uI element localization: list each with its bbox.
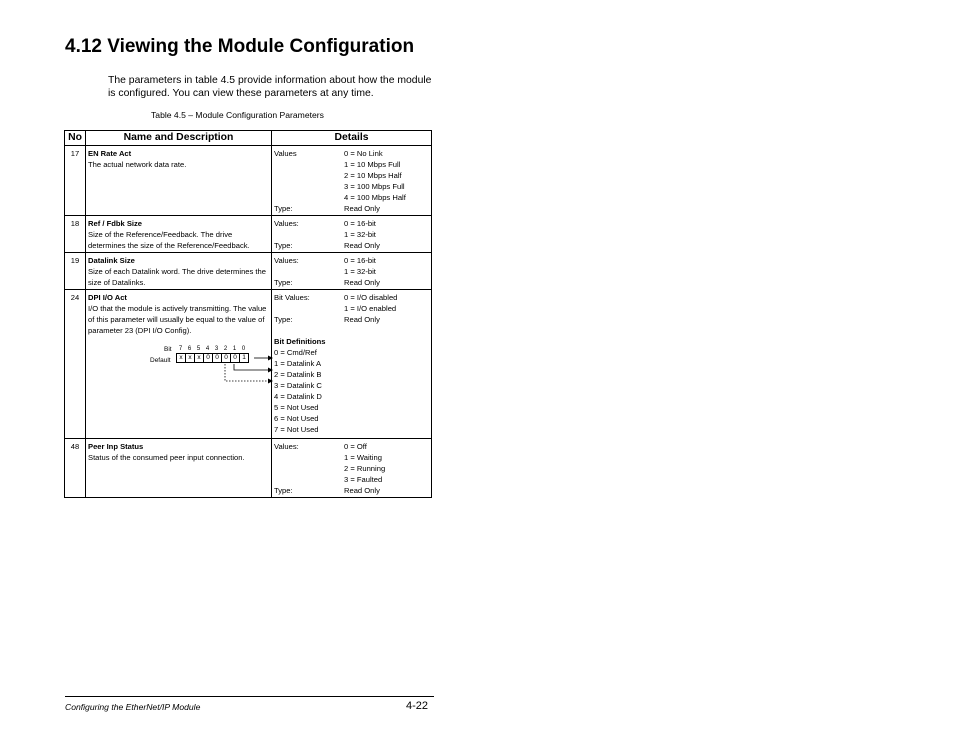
bit-number: 6: [187, 346, 192, 352]
bit-number: 0: [241, 346, 246, 352]
detail-value: 1 = Waiting: [344, 453, 382, 462]
detail-label: [274, 463, 344, 474]
detail-value: 1 = 32-bit: [344, 267, 376, 276]
bit-number: 1: [232, 346, 237, 352]
page-title: 4.12 Viewing the Module Configuration: [65, 36, 415, 57]
param-number: 48: [65, 439, 86, 498]
detail-label: Values:: [274, 219, 299, 228]
header-details: Details: [272, 131, 432, 146]
bit-number: 5: [196, 346, 201, 352]
param-details: [272, 439, 432, 498]
detail-value: 1 = 10 Mbps Full: [344, 160, 401, 169]
param-number: 19: [65, 253, 86, 290]
table-row: [65, 290, 432, 439]
intro-paragraph: The parameters in table 4.5 provide information about how the module is configured. You can view these parameters at any time.: [108, 75, 432, 99]
param-description: Size of the Reference/Feedback. The drive determines the size of the Reference/Feedback.: [88, 230, 250, 250]
param-name-cell: [86, 146, 272, 216]
detail-value: 4 = 100 Mbps Half: [344, 193, 406, 202]
detail-value: Read Only: [344, 241, 380, 250]
param-details: [272, 146, 432, 216]
param-description: The actual network data rate.: [88, 160, 187, 169]
bit-default-box: 1: [239, 353, 249, 363]
param-details: [272, 216, 432, 253]
detail-value: 0 = Off: [344, 442, 367, 451]
bit-default-box: 0: [221, 353, 231, 363]
param-name: DPI I/O Act: [88, 293, 127, 302]
detail-value: 2 = 10 Mbps Half: [344, 171, 402, 180]
detail-label: [274, 303, 344, 314]
param-name-cell: [86, 290, 272, 439]
table-header-row: [65, 131, 432, 146]
detail-value: 1 = I/O enabled: [344, 304, 397, 313]
detail-label: Type:: [274, 486, 293, 495]
bit-default-box: 0: [203, 353, 213, 363]
bit-definition: 4 = Datalink D: [274, 392, 322, 401]
bit-default-box: 0: [230, 353, 240, 363]
detail-value: 0 = I/O disabled: [344, 293, 398, 302]
param-description: Size of each Datalink word. The drive determines the size of Datalinks.: [88, 267, 266, 287]
table-row: [65, 253, 432, 290]
bit-default-box: x: [194, 353, 204, 363]
bit-arrows: [88, 342, 274, 402]
detail-label: [274, 170, 344, 181]
param-details: [272, 253, 432, 290]
param-name-cell: [86, 216, 272, 253]
param-details: [272, 290, 432, 439]
detail-label: Type:: [274, 204, 293, 213]
detail-value: Read Only: [344, 315, 380, 324]
bit-definition: 5 = Not Used: [274, 403, 319, 412]
bit-definition: 2 = Datalink B: [274, 370, 322, 379]
detail-label: [274, 192, 344, 203]
param-number: 24: [65, 290, 86, 439]
detail-label: Values: [274, 149, 297, 158]
param-number: 18: [65, 216, 86, 253]
detail-label: [274, 229, 344, 240]
detail-label: [274, 474, 344, 485]
detail-value: 2 = Running: [344, 464, 386, 473]
default-label: Default: [150, 357, 171, 364]
detail-value: 0 = 16-bit: [344, 219, 376, 228]
param-description: Status of the consumed peer input connection.: [88, 453, 245, 462]
detail-value: 0 = No Link: [344, 149, 383, 158]
bit-number: 7: [178, 346, 183, 352]
detail-label: Type:: [274, 241, 293, 250]
param-name-cell: [86, 439, 272, 498]
bit-number: 2: [223, 346, 228, 352]
detail-label: [274, 159, 344, 170]
table-row: [65, 146, 432, 216]
module-configuration-table: [64, 130, 432, 498]
footer-rule: [65, 696, 434, 697]
param-description: I/O that the module is actively transmitting. The value of this parameter will usually be equal to the value of parameter 23 (DPI I/O Config).: [88, 304, 267, 335]
header-no: No: [65, 131, 86, 146]
detail-value: 1 = 32-bit: [344, 230, 376, 239]
detail-label: [274, 266, 344, 277]
bit-default-box: 0: [212, 353, 222, 363]
detail-label: [274, 452, 344, 463]
bit-diagram: [88, 342, 269, 402]
bit-label: Bit: [164, 346, 172, 353]
detail-label: Type:: [274, 315, 293, 324]
detail-value: 3 = 100 Mbps Full: [344, 182, 405, 191]
param-name: Ref / Fdbk Size: [88, 219, 143, 228]
footer-section-title: Configuring the EtherNet/IP Module: [65, 702, 201, 712]
param-name: EN Rate Act: [88, 149, 132, 158]
detail-label: Type:: [274, 278, 293, 287]
table-caption: Table 4.5 – Module Configuration Parameters: [151, 110, 324, 120]
bit-definition: 0 = Cmd/Ref: [274, 348, 317, 357]
detail-label: Values:: [274, 256, 299, 265]
table-row: [65, 439, 432, 498]
header-name-description: Name and Description: [86, 131, 272, 146]
detail-label: [274, 181, 344, 192]
param-name-cell: [86, 253, 272, 290]
bit-number: 4: [205, 346, 210, 352]
detail-value: Read Only: [344, 278, 380, 287]
table-row: [65, 216, 432, 253]
param-name: Datalink Size: [88, 256, 135, 265]
param-name: Peer Inp Status: [88, 442, 144, 451]
param-number: 17: [65, 146, 86, 216]
detail-label: Values:: [274, 442, 299, 451]
bit-default-box: x: [176, 353, 186, 363]
bit-definition: 3 = Datalink C: [274, 381, 322, 390]
detail-label: Bit Values:: [274, 293, 310, 302]
bit-definitions-title: Bit Definitions: [274, 337, 326, 346]
bit-definition: 7 = Not Used: [274, 425, 319, 434]
detail-value: Read Only: [344, 204, 380, 213]
bit-number: 3: [214, 346, 219, 352]
page-number: 4-22: [406, 700, 429, 712]
detail-value: 0 = 16-bit: [344, 256, 376, 265]
detail-value: Read Only: [344, 486, 380, 495]
bit-definition: 1 = Datalink A: [274, 359, 322, 368]
detail-value: 3 = Faulted: [344, 475, 383, 484]
bit-default-box: x: [185, 353, 195, 363]
bit-definition: 6 = Not Used: [274, 414, 319, 423]
